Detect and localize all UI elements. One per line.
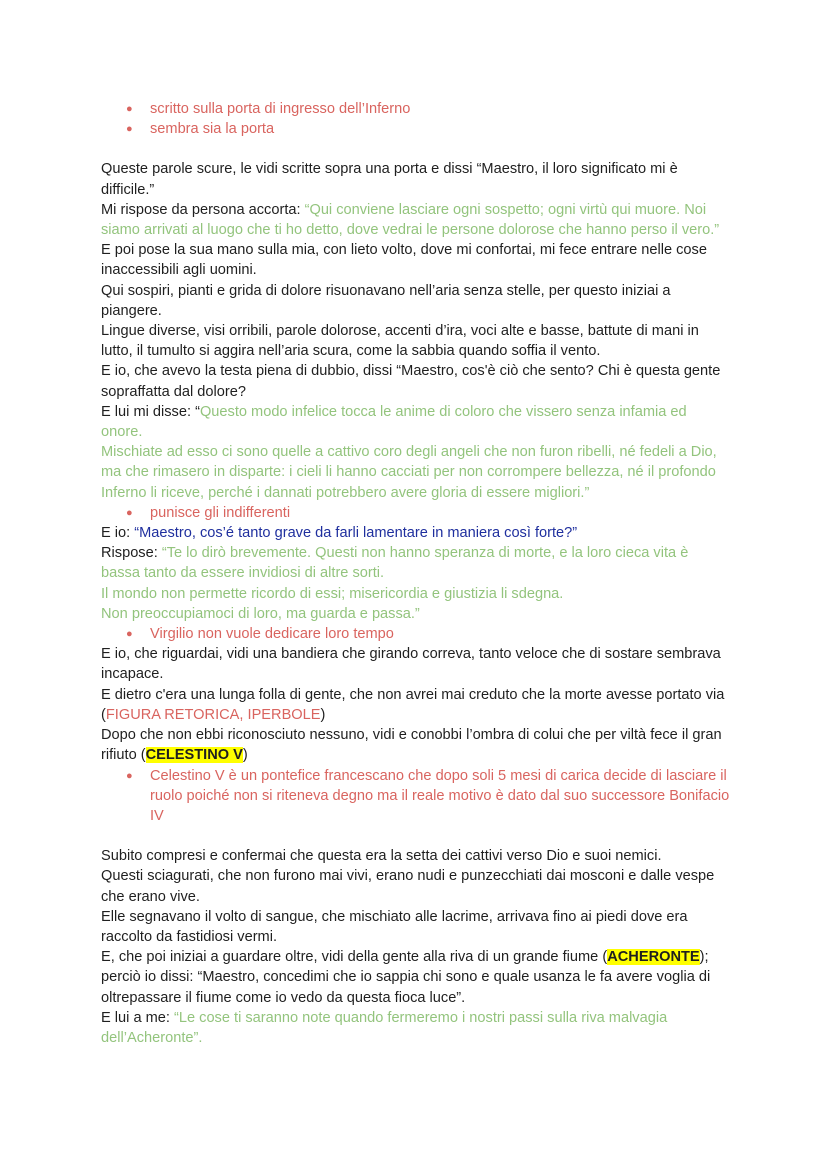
text-lead: Rispose:	[101, 545, 162, 562]
virgilio-quote: Questo modo infelice tocca le anime di coloro che vissero senza infamia ed onore.	[101, 403, 687, 441]
paragraph	[101, 200, 731, 240]
paragraph	[101, 523, 731, 543]
list-item: ● sembra sia la porta	[101, 119, 731, 139]
document-page	[101, 99, 731, 1048]
paragraph	[101, 543, 731, 583]
text-lead: E dietro c'era una lunga folla di gente, che non avrei mai creduto che la morte avesse portato via (	[101, 686, 725, 723]
text-lead: E, che poi iniziai a guardare oltre, vidi della gente alla riva di un grande fiume (	[101, 949, 608, 966]
virgilio-quote: Mischiate ad esso ci sono quelle a cattivo coro degli angeli che non furon ribelli, né fedeli a Dio, ma che rimasero in disparte: i cieli li hanno cacciati per non corrompere bellezza, né il profondo Inferno li riceve, perché i dannati potrebbero avere gloria di essere migliori.”	[101, 444, 717, 501]
paragraph	[101, 725, 731, 765]
virgilio-quote: “Le cose ti saranno note quando fermeremo i nostri passi sulla riva malvagia dell’Acheronte”.	[101, 1009, 668, 1046]
text-lead: E io:	[101, 525, 135, 542]
list-item: ● Celestino V è un pontefice francescano che dopo soli 5 mesi di carica decide di lasciare il ruolo poiché non si riteneva degno ma il reale motivo è dato dal suo successore Bonifacio IV	[101, 766, 731, 827]
paragraph: Questi sciagurati, che non furono mai vivi, erano nudi e punzecchiati dai mosconi e dalle vespe che erano vive.	[101, 868, 715, 905]
dante-quote: “Maestro, cos’é tanto grave da farli lamentare in maniera così forte?”	[134, 525, 578, 542]
paragraph	[101, 685, 731, 725]
highlight-celestino: CELESTINO V	[145, 747, 243, 764]
bullet-list-top	[101, 99, 731, 139]
virgilio-quote: “Qui conviene lasciare ogni sospetto; ogni virtù qui muore. Noi siamo arrivati al luogo che ti ho detto, dove vedrai le persone dolorose che hanno perso il vero.”	[101, 201, 720, 239]
text-tail: )	[320, 706, 326, 723]
text-lead: Dopo che non ebbi riconosciuto nessuno, vidi e conobbi l’ombra di colui che per viltà fece il gran rifiuto (	[101, 727, 722, 764]
text-lead: E lui mi disse: “	[101, 403, 200, 420]
list-item: ● scritto sulla porta di ingresso dell’Inferno	[101, 99, 731, 119]
text-tail: )	[242, 747, 248, 764]
virgilio-quote: “Te lo dirò brevemente. Questi non hanno speranza di morte, e la loro cieca vita è bassa tanto da essere invidiosi di altre sorti.	[101, 545, 689, 582]
paragraph: Subito compresi e confermai che questa era la setta dei cattivi verso Dio e suoi nemici.	[101, 848, 662, 865]
paragraph: Lingue diverse, visi orribili, parole dolorose, accenti d’ira, voci alte e basse, battute di mani in lutto, il tumulto si aggira nell’aria scura, come la sabbia quando soffia il vento.	[101, 323, 699, 360]
paragraph: E io, che avevo la testa piena di dubbio, dissi “Maestro, cos'è ciò che sento? Chi è questa gente sopraffatta dal dolore?	[101, 363, 721, 400]
bullet-list	[101, 503, 731, 523]
spacer	[101, 826, 731, 846]
text-lead: E lui a me:	[101, 1009, 174, 1026]
paragraph: Elle segnavano il volto di sangue, che mischiato alle lacrime, arrivava fino ai piedi dove era raccolto da fastidiosi vermi.	[101, 908, 688, 945]
paragraph	[101, 1008, 731, 1048]
rhetorical-figure-note: FIGURA RETORICA, IPERBOLE	[105, 706, 321, 723]
bullet-list	[101, 766, 731, 827]
paragraph: E poi pose la sua mano sulla mia, con lieto volto, dove mi confortai, mi fece entrare nelle cose inaccessibili agli uomini.	[101, 242, 707, 279]
paragraph: Qui sospiri, pianti e grida di dolore risuonavano nell’aria senza stelle, per questo iniziai a piangere.	[101, 282, 671, 319]
list-item: ● Virgilio non vuole dedicare loro tempo	[101, 624, 731, 644]
paragraph	[101, 402, 731, 442]
bullet-list	[101, 624, 731, 644]
text-tail: ); perciò io dissi: “Maestro, concedimi che io sappia chi sono e quale usanza le fa avere voglia di oltrepassare il fiume come io vedo da questa fioca luce”.	[101, 949, 711, 1006]
paragraph	[101, 947, 731, 1008]
paragraph: Queste parole scure, le vidi scritte sopra una porta e dissi “Maestro, il loro significato mi è difficile.”	[101, 161, 678, 198]
highlight-acheronte: ACHERONTE	[607, 949, 700, 966]
paragraph: E io, che riguardai, vidi una bandiera che girando correva, tanto veloce che di sostare sembrava incapace.	[101, 646, 721, 683]
spacer	[101, 139, 731, 159]
text-lead: Mi rispose da persona accorta:	[101, 201, 305, 218]
list-item: ● punisce gli indifferenti	[101, 503, 731, 523]
virgilio-quote: Il mondo non permette ricordo di essi; misericordia e giustizia li sdegna.	[101, 585, 564, 602]
virgilio-quote: Non preoccupiamoci di loro, ma guarda e passa.”	[101, 605, 420, 622]
